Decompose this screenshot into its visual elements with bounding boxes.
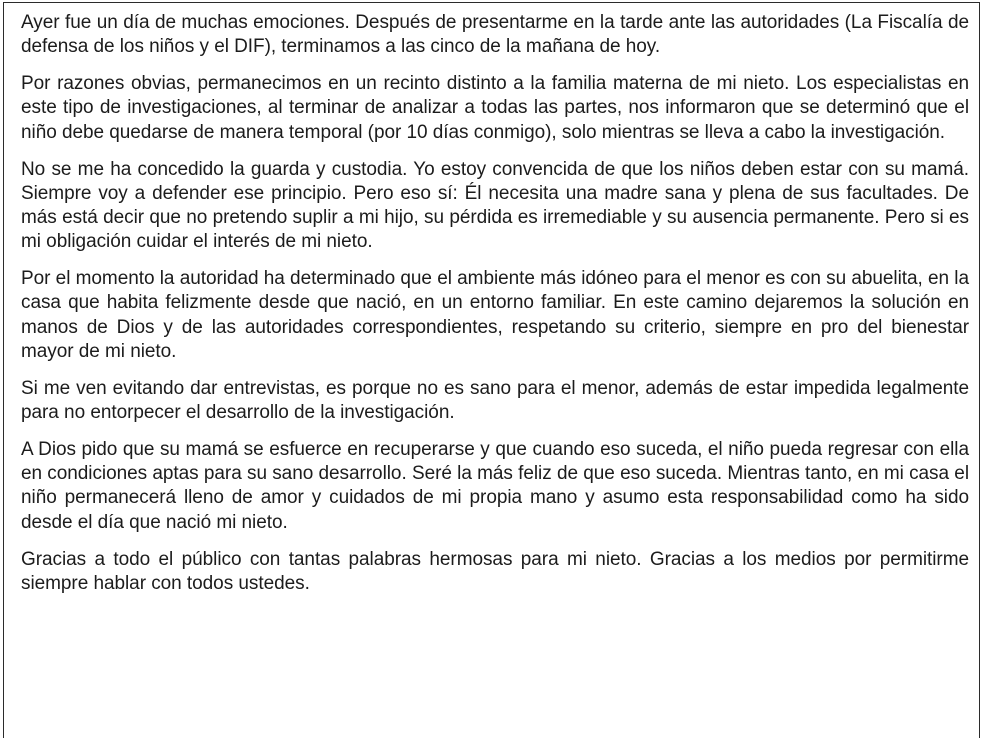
paragraph-2: Por razones obvias, permanecimos en un recinto distinto a la familia materna de mi nieto. Los especialistas en este tipo de investigaciones, al terminar de analizar a todas las partes, nos informaron que se determinó que el niño debe quedarse de manera temporal (por 10 días conmigo), solo mientras se lleva a cabo la investigación. xyxy=(21,73,969,143)
statement-text xyxy=(21,11,969,596)
paragraph-6: A Dios pido que su mamá se esfuerce en recuperarse y que cuando eso suceda, el niño pueda regresar con ella en condiciones aptas para su sano desarrollo. Seré la más feliz de que eso suceda. Mientras tanto, en mi casa el niño permanecerá lleno de amor y cuidados de mi propia mano y asumo esta responsabilidad como ha sido desde el día que nació mi nieto. xyxy=(21,439,969,533)
paragraph-5: Si me ven evitando dar entrevistas, es porque no es sano para el menor, además de estar impedida legalmente para no entorpecer el desarrollo de la investigación. xyxy=(21,377,969,424)
statement-box xyxy=(3,2,980,738)
paragraph-4: Por el momento la autoridad ha determinado que el ambiente más idóneo para el menor es con su abuelita, en la casa que habita felizmente desde que nació, en un entorno familiar. En este camino dejaremos la solución en manos de Dios y de las autoridades correspondientes, respetando su criterio, siempre en pro del bienestar mayor de mi nieto. xyxy=(21,268,969,362)
paragraph-3: No se me ha concedido la guarda y custodia. Yo estoy convencida de que los niños deben estar con su mamá. Siempre voy a defender ese principio. Pero eso sí: Él necesita una madre sana y plena de sus facultades. De más está decir que no pretendo suplir a mi hijo, su pérdida es irremediable y su ausencia permanente. Pero si es mi obligación cuidar el interés de mi nieto. xyxy=(21,158,969,253)
paragraph-7: Gracias a todo el público con tantas palabras hermosas para mi nieto. Gracias a los medios por permitirme siempre hablar con todos ustedes. xyxy=(21,548,969,594)
paragraph-1: Ayer fue un día de muchas emociones. Después de presentarme en la tarde ante las autoridades (La Fiscalía de defensa de los niños y el DIF), terminamos a las cinco de la mañana de hoy. xyxy=(21,12,969,58)
